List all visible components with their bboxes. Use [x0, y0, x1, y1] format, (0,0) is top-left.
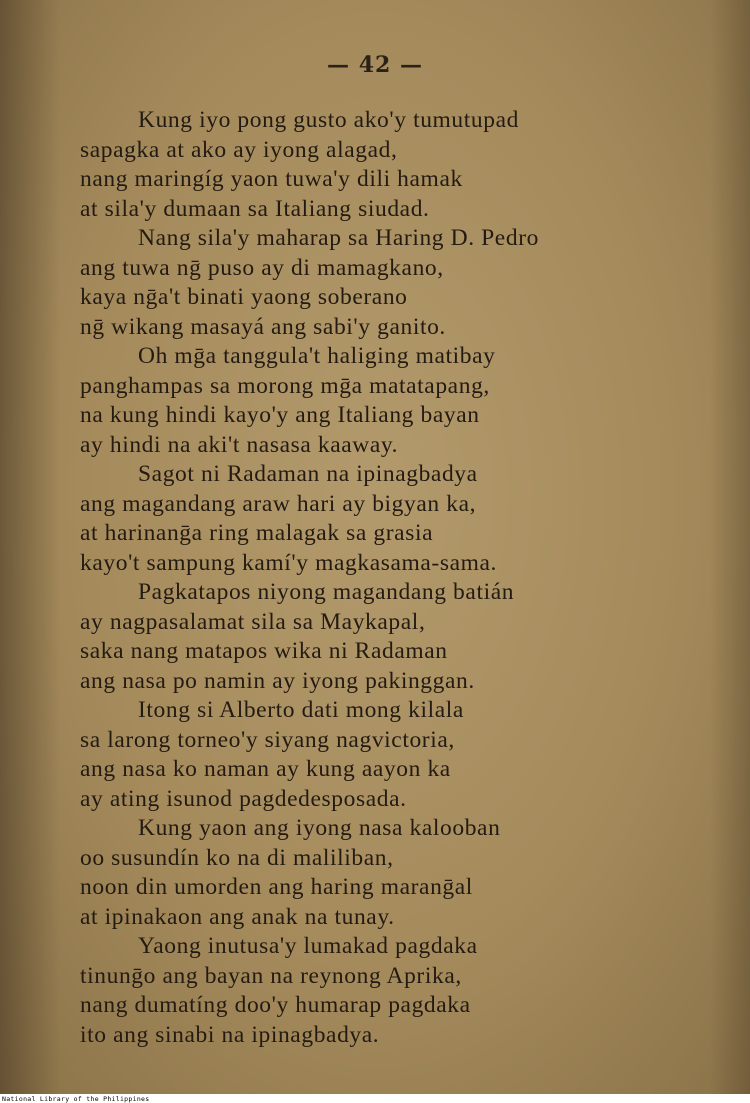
verse-line: tinunḡo ang bayan na reynong Aprika,	[80, 962, 462, 989]
verse-line: Pagkatapos niyong magandang batián	[138, 579, 515, 605]
verse-line: ay hindi na aki't nasasa kaaway.	[80, 431, 399, 458]
stanza	[76, 696, 716, 814]
stanza	[76, 460, 716, 578]
verse-line: Oh mḡa tanggula't haliging matibay	[138, 343, 496, 369]
verse-line: panghampas sa morong mḡa matatapang,	[80, 372, 490, 399]
footer-credit: National Library of the Philippines	[2, 1095, 150, 1103]
verse-line: oo susundín ko na di maliliban,	[80, 844, 394, 871]
verse-line: ang magandang araw hari ay bigyan ka,	[80, 490, 477, 517]
verse-line: saka nang matapos wika ni Radaman	[80, 638, 448, 664]
verse-line: na kung hindi kayo'y ang Italiang bayan	[80, 402, 480, 428]
verse-line: kayo't sampung kamí'y magkasama-sama.	[80, 549, 498, 576]
verse-line: Yaong inutusa'y lumakad pagdaka	[138, 933, 478, 959]
verse-line: Itong si Alberto dati mong kilala	[138, 697, 464, 723]
verse-line: nang dumatíng doo'y humarap pagdaka	[80, 992, 471, 1018]
verse-line: ang nasa po namin ay iyong pakinggan.	[80, 667, 475, 694]
verse-line: Nang sila'y maharap sa Haring D. Pedro	[138, 225, 539, 251]
verse-line: ay ating isunod pagdedesposada.	[80, 785, 407, 812]
verse-line: sapagka at ako ay iyong alagad,	[80, 136, 398, 163]
verse-line: sa larong torneo'y siyang nagvictoria,	[80, 726, 455, 753]
verse-line: noon din umorden ang haring maranḡal	[80, 874, 473, 900]
verse-line: ang nasa ko naman ay kung aayon ka	[80, 756, 451, 782]
verse-line: nang maringíg yaon tuwa'y dili hamak	[80, 166, 463, 192]
stanza	[76, 106, 716, 224]
verse-line: Kung yaon ang iyong nasa kalooban	[138, 815, 501, 841]
page-number: — 42 —	[327, 52, 423, 78]
verse-line: kaya nḡa't binati yaong soberano	[80, 284, 408, 310]
verse-line: at harinanḡa ring malagak sa grasia	[80, 520, 434, 546]
verse-line: ay nagpasalamat sila sa Maykapal,	[80, 608, 426, 635]
verse-line: ito ang sinabi na ipinagbadya.	[80, 1021, 380, 1048]
verse-line: nḡ wikang masayá ang sabi'y ganito.	[80, 313, 446, 340]
stanza	[76, 224, 716, 342]
stanza	[76, 932, 716, 1050]
verse-line: at sila'y dumaan sa Italiang siudad.	[80, 195, 430, 222]
stanza	[76, 578, 716, 696]
verse-line: Sagot ni Radaman na ipinagbadya	[138, 461, 478, 487]
verse-line: at ipinakaon ang anak na tunay.	[80, 903, 395, 930]
stanza	[76, 814, 716, 932]
poem-text	[76, 106, 716, 1050]
verse-line: Kung iyo pong gusto ako'y tumutupad	[138, 107, 519, 133]
verse-line: ang tuwa nḡ puso ay di mamagkano,	[80, 254, 444, 281]
stanza	[76, 342, 716, 460]
